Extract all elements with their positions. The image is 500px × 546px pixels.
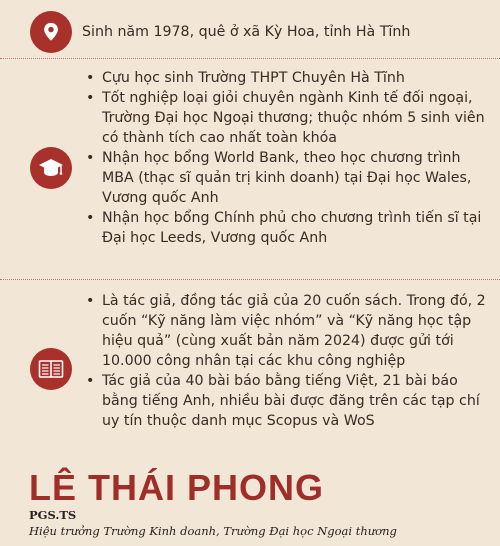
person-position: Hiệu trưởng Trường Kinh doanh, Trường Đại học Ngoại thương bbox=[29, 524, 397, 538]
publication-item: • Tác giả của 40 bài báo bằng tiếng Việt, 21 bài báo bằng tiếng Anh, nhiều bài được đăng trên các tạp chí uy tín thuộc danh mục Scopus và WoS bbox=[82, 371, 488, 431]
education-list-block bbox=[82, 68, 488, 248]
education-item: • Tốt nghiệp loại giỏi chuyên ngành Kinh tế đối ngoại, Trường Đại học Ngoại thương; thuộc nhóm 5 sinh viên có thành tích cao nhất toàn khóa bbox=[82, 88, 488, 148]
location-pin-icon bbox=[30, 11, 72, 53]
open-book-icon bbox=[30, 348, 72, 390]
birth-info: Sinh năm 1978, quê ở xã Kỳ Hoa, tỉnh Hà Tĩnh bbox=[82, 24, 411, 40]
section-divider bbox=[0, 58, 500, 59]
education-item: • Nhận học bổng World Bank, theo học chương trình MBA (thạc sĩ quản trị kinh doanh) tại Đại học Wales, Vương quốc Anh bbox=[82, 148, 488, 208]
publication-item: • Là tác giả, đồng tác giả của 20 cuốn sách. Trong đó, 2 cuốn “Kỹ năng làm việc nhóm” và “Kỹ năng học tập hiệu quả” (cùng xuất bản năm 2024) được gửi tới 10.000 công nhân tại các khu công nghiệp bbox=[82, 291, 488, 371]
education-item: • Nhận học bổng Chính phủ cho chương trình tiến sĩ tại Đại học Leeds, Vương quốc Anh bbox=[82, 208, 488, 248]
section-divider bbox=[0, 279, 500, 280]
person-academic-title: PGS.TS bbox=[29, 508, 77, 522]
publications-list-block bbox=[82, 291, 488, 431]
graduation-cap-icon bbox=[30, 147, 72, 189]
education-item: • Cựu học sinh Trường THPT Chuyên Hà Tĩnh bbox=[82, 68, 488, 88]
publications-list bbox=[82, 291, 488, 431]
education-list bbox=[82, 68, 488, 248]
person-name: LÊ THÁI PHONG bbox=[29, 467, 325, 508]
